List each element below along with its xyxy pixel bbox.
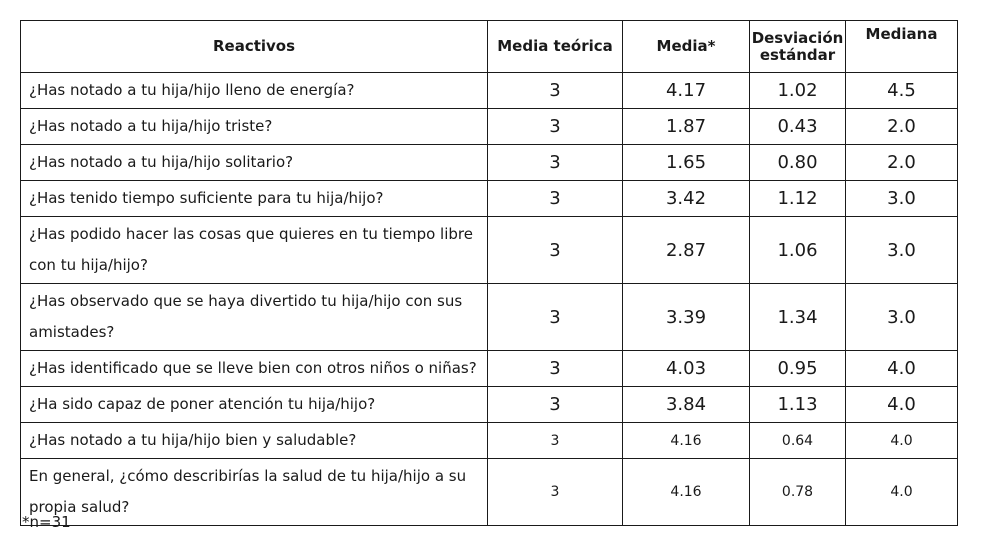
header-media: Media*	[623, 21, 750, 73]
media-cell: 4.03	[623, 351, 750, 387]
mediana-cell: 3.0	[846, 217, 958, 284]
results-table	[20, 20, 958, 526]
media-teorica-cell: 3	[488, 181, 623, 217]
mediana-cell: 2.0	[846, 145, 958, 181]
table-row	[21, 351, 958, 387]
media-cell: 1.87	[623, 109, 750, 145]
table-header-row	[21, 21, 958, 73]
desviacion-cell: 0.78	[750, 459, 846, 526]
desviacion-cell: 0.95	[750, 351, 846, 387]
media-cell: 2.87	[623, 217, 750, 284]
item-cell: ¿Has notado a tu hija/hijo bien y saludable?	[21, 423, 488, 459]
mediana-cell: 4.0	[846, 387, 958, 423]
media-cell: 3.42	[623, 181, 750, 217]
media-teorica-cell: 3	[488, 423, 623, 459]
mediana-cell: 4.0	[846, 459, 958, 526]
table-row	[21, 284, 958, 351]
desviacion-cell: 1.34	[750, 284, 846, 351]
media-teorica-cell: 3	[488, 145, 623, 181]
mediana-cell: 3.0	[846, 181, 958, 217]
media-cell: 1.65	[623, 145, 750, 181]
mediana-cell: 4.0	[846, 351, 958, 387]
media-teorica-cell: 3	[488, 387, 623, 423]
table-row	[21, 387, 958, 423]
table-row	[21, 109, 958, 145]
mediana-cell: 4.5	[846, 73, 958, 109]
item-cell: ¿Has observado que se haya divertido tu hija/hijo con sus amistades?	[21, 284, 488, 351]
item-cell: En general, ¿cómo describirías la salud de tu hija/hijo a su propia salud?	[21, 459, 488, 526]
table-row	[21, 217, 958, 284]
media-cell: 4.16	[623, 423, 750, 459]
item-cell: ¿Has tenido tiempo suficiente para tu hija/hijo?	[21, 181, 488, 217]
media-teorica-cell: 3	[488, 73, 623, 109]
desviacion-cell: 0.80	[750, 145, 846, 181]
item-cell: ¿Has podido hacer las cosas que quieres en tu tiempo libre con tu hija/hijo?	[21, 217, 488, 284]
desviacion-cell: 1.02	[750, 73, 846, 109]
item-cell: ¿Has identificado que se lleve bien con otros niños o niñas?	[21, 351, 488, 387]
header-mediana: Mediana	[846, 21, 958, 73]
media-cell: 4.16	[623, 459, 750, 526]
item-cell: ¿Ha sido capaz de poner atención tu hija/hijo?	[21, 387, 488, 423]
table-row	[21, 181, 958, 217]
item-cell: ¿Has notado a tu hija/hijo lleno de energía?	[21, 73, 488, 109]
sample-size-footnote: *n=31	[22, 513, 71, 531]
media-teorica-cell: 3	[488, 459, 623, 526]
header-media-teorica: Media teórica	[488, 21, 623, 73]
media-cell: 4.17	[623, 73, 750, 109]
desviacion-cell: 1.06	[750, 217, 846, 284]
results-table-container	[20, 20, 957, 526]
table-row	[21, 145, 958, 181]
media-teorica-cell: 3	[488, 284, 623, 351]
desviacion-cell: 0.64	[750, 423, 846, 459]
desviacion-cell: 1.12	[750, 181, 846, 217]
desviacion-cell: 1.13	[750, 387, 846, 423]
media-cell: 3.84	[623, 387, 750, 423]
header-desviacion-estandar: Desviación estándar	[750, 21, 846, 73]
mediana-cell: 3.0	[846, 284, 958, 351]
table-row	[21, 73, 958, 109]
mediana-cell: 4.0	[846, 423, 958, 459]
media-teorica-cell: 3	[488, 217, 623, 284]
desviacion-cell: 0.43	[750, 109, 846, 145]
item-cell: ¿Has notado a tu hija/hijo triste?	[21, 109, 488, 145]
media-teorica-cell: 3	[488, 109, 623, 145]
table-row	[21, 459, 958, 526]
table-row	[21, 423, 958, 459]
item-cell: ¿Has notado a tu hija/hijo solitario?	[21, 145, 488, 181]
header-reactivos: Reactivos	[21, 21, 488, 73]
media-teorica-cell: 3	[488, 351, 623, 387]
mediana-cell: 2.0	[846, 109, 958, 145]
media-cell: 3.39	[623, 284, 750, 351]
